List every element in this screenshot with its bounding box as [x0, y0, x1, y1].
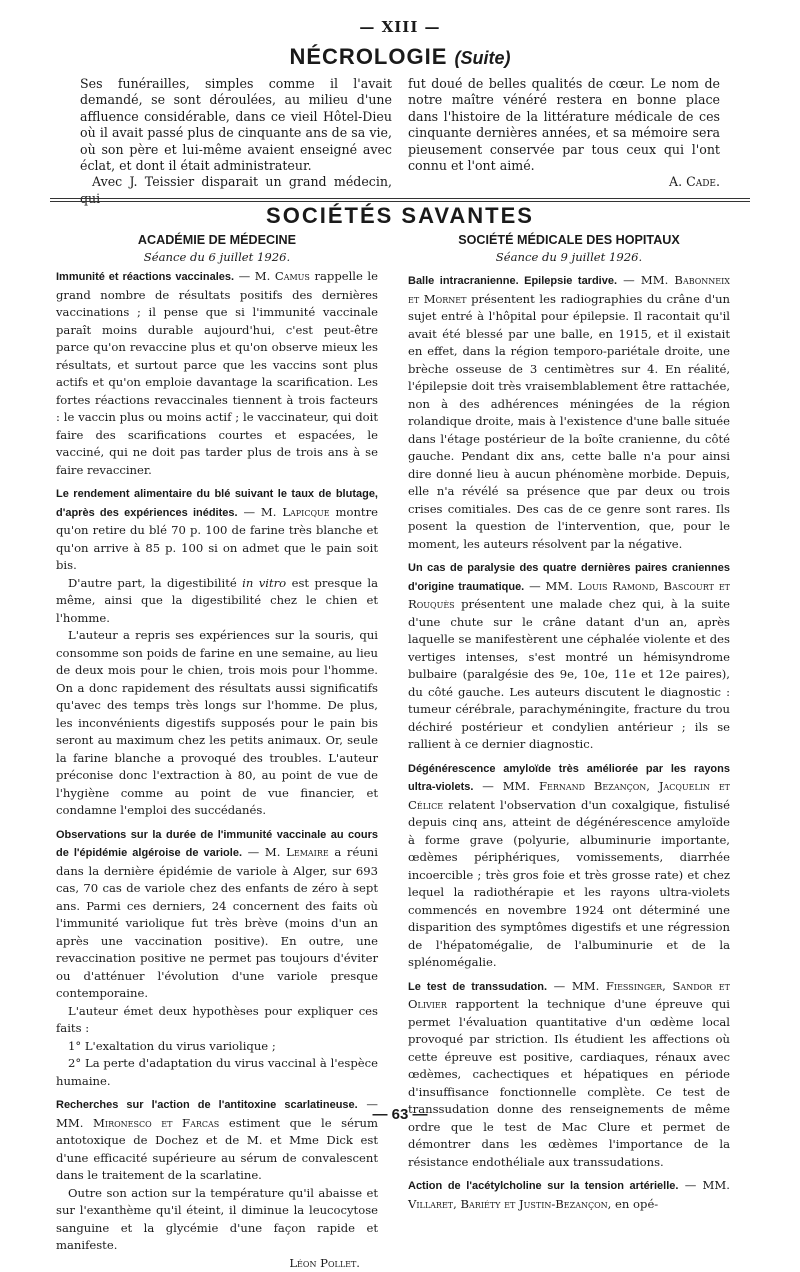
article-paragraph: L'auteur émet deux hypothèses pour expliquer ces faits : [56, 1003, 378, 1038]
article-amyloide: Dégénérescence amyloïde très améliorée par les rayons ultra-violets. — MM. Fernand Bezançon, Jacquelin et Célice relatent l'observation d'un coxalgique, fistulisé depuis cinq ans, atteint de dégénérescence amyloïde à forme grave (polyurie, albuminurie importante, œdèmes périphériques, vomissements, diarrhée incoercible ; très gros foie et très grosse rate) et chez lequel la radiothérapie et les rayons ultra-violets commencés en novembre 1924 ont déterminé une disparition des symptômes digestifs et une régression de l'hépatomégalie, de l'albuminurie et de la splénomégalie. [408, 760, 730, 972]
societe-medicale-column [408, 232, 730, 1213]
necrologie-title [50, 44, 750, 70]
societe-seance-date: Séance du 9 juillet 1926. [408, 249, 730, 266]
article-text: présentent une malade chez qui, à la suite d'une chute sur le crâne datant d'un an, après laquelle se manifestèrent une céphalée violente et des vertiges intenses, s'est montré un hémisyndrome bulbaire (paralgésie des 9e, 10e, 11e et 12e paires), du côté gauche. Les auteurs discutent le diagnostic : tumeur cérébrale, parachyméningite, fracture du trou déchiré postérieur et condylien antérieur ; ils se rallient à ce dernier diagnostic. [408, 597, 730, 751]
academie-seance-date: Séance du 6 juillet 1926. [56, 249, 378, 266]
article-paragraph: L'auteur a repris ses expériences sur la souris, qui consomme son poids de farine en une semaine, au lieu de deux mois pour le chien, trois mois pour l'homme. On a donc rapidement des résultats aussi significatifs qu'avec des temps très longs sur l'homme. De plus, les inconvénients digestifs supposés pour le pain bis seront au maximum chez les petits animaux. Or, seule la farine blanche a provoqué des troubles. L'auteur préconise donc l'extraction à 80, au point de vue de l'hygiène comme au point de vue financier, et condamne l'emploi des succédanés. [56, 627, 378, 820]
article-text: relatent l'observation d'un coxalgique, fistulisé depuis cinq ans, atteint de dégénérescence amyloïde à forme grave (polyurie, albuminurie importante, œdèmes périphériques, vomissements, diarrhée incoercible ; très gros foie et très grosse rate) et chez lequel la radiothérapie et les rayons ultra-violets commencés en novembre 1924 ont déterminé une disparition des symptômes digestifs et une régression de l'hépatomégalie, de l'albuminurie et de la splénomégalie. [408, 798, 730, 970]
article-author: Mironesco et Farcas [93, 1116, 219, 1130]
article-text: D'autre part, la digestibilité [68, 576, 237, 590]
article-title: Observations sur la durée de l'immunité vaccinale au cours de l'épidémie algéroise de variole. [56, 829, 378, 860]
article-immunite: Immunité et réactions vaccinales. — M. Camus rappelle le grand nombre de résultats positifs des dernières vaccinations ; il pense que si l'immunité vaccinale paraît moins durable aujourd'hui, c'est peut-être parce qu'on revaccine plus et qu'on observe mieux les résultats, et surtout parce que les vaccins sont plus actifs et qu'on emploie davantage la scarification. Les fortes réactions revaccinales tiennent à trois facteurs : le vaccin plus ou moins actif ; le vaccinateur, qui doit faire des scarifications courtes et espacées, le vacciné, qui ne doit pas tarder plus de trois ans à se faire revacciner. [56, 268, 378, 479]
article-text: en opé- [615, 1197, 658, 1211]
article-text: a réuni dans la dernière épidémie de variole à Alger, sur 693 cas, 70 cas de variole chez des enfants de zéro à sept ans. Parmi ces derniers, 24 concernent des faits où l'immunité variolique fut très brève (moins d'un an après une vaccination positive). En outre, une revaccination positive ne permet pas toujours d'éviter ou d'atténuer l'évolution d'une variole presque contemporaine. [56, 845, 378, 1000]
roman-page-number: — XIII — [50, 18, 750, 36]
article-text: estiment que le sérum antotoxique de Dochez et de M. et Mme Dick est d'une efficacité supérieure au sérum de convalescent dans le traitement de la scarlatine. [56, 1116, 378, 1183]
article-title: Immunité et réactions vaccinales. [56, 271, 234, 283]
necrologie-signature: A. Cade. [408, 174, 720, 190]
article-text: est presque la même, ainsi que la digestibilité chez le chien et l'homme. [56, 576, 378, 625]
section-divider [50, 201, 750, 202]
article-title: Dégénérescence amyloïde très améliorée par les rayons ultra-violets. [408, 763, 730, 794]
article-acetylcholine: Action de l'acétylcholine sur la tension artérielle. — MM. Villaret, Bariéty et Justin-Bezançon, en opé- [408, 1177, 730, 1213]
article-text: montre qu'on retire du blé 70 p. 100 de farine très blanche et qu'on arrive à 85 p. 100 si on admet que le pain soit bis. [56, 505, 378, 573]
article-paralysie: Un cas de paralysie des quatre dernières paires craniennes d'origine traumatique. — MM. Louis Ramond, Bascourt et Rouquès présentent une malade chez qui, à la suite d'une chute sur le crâne datant d'un an, après laquelle se manifestèrent une céphalée violente et des vertiges intenses, s'est montré un hémisyndrome bulbaire (paralgésie des 9e, 10e, 11e et 12e paires), du côté gauche. Les auteurs discutent le diagnostic : tumeur cérébrale, parachyméningite, fracture du trou déchiré postérieur et condylien antérieur ; ils se rallient à ce dernier diagnostic. [408, 559, 730, 754]
article-paragraph: 2° La perte d'adaptation du virus vaccinal à l'espèce humaine. [56, 1055, 378, 1090]
article-text: rappelle le grand nombre de résultats positifs des dernières vaccinations ; il pense que si l'immunité vaccinale paraît moins durable aujourd'hui, c'est peut-être parce qu'on revaccine plus et qu'on observe mieux les résultats, et surtout parce que les vaccins sont plus actifs et qu'on emploie davantage la scarification. Les fortes réactions revaccinales tiennent à trois facteurs : le vaccin plus ou moins actif ; le vaccinateur, qui doit faire des scarifications courtes et espacées, le vacciné, qui ne doit pas tarder plus de trois ans à se faire revacciner. [56, 269, 378, 477]
article-text: rapportent la technique d'une épreuve qui permet l'évaluation quantitative d'un œdème local provoqué par striction. Ils étudient les affections où cette épreuve est positive, cardiaques, rénaux avec œdèmes, cachectiques et hépatiques en période d'insuffisance fonctionnelle complète. Ce test de transsudation donne des renseignements de même ordre que le test de Mac Clure et permet de démontrer dans les œdèmes l'importance de la résistance endothéliale aux transsudations. [408, 997, 730, 1169]
article-author: Villaret, Bariéty et Justin-Bezançon, [408, 1197, 611, 1211]
article-title: Le rendement alimentaire du blé suivant le taux de blutage, d'après des expériences inédites. [56, 488, 378, 519]
academie-heading: ACADÉMIE DE MÉDECINE [56, 232, 378, 249]
article-antitoxine: Recherches sur l'action de l'antitoxine scarlatineuse. — MM. Mironesco et Farcas estiment que le sérum antotoxique de Dochez et de M. et Mme Dick est d'une efficacité supérieure au sérum de convalescent dans le traitement de la scarlatine. [56, 1096, 378, 1185]
societe-medicale-heading: SOCIÉTÉ MÉDICALE DES HOPITAUX [408, 232, 730, 249]
journal-page [50, 0, 750, 1146]
necrologie-paragraph: Avec J. Teissier disparait un grand médecin, qui [80, 174, 392, 207]
article-paragraph: 1° L'exaltation du virus variolique ; [56, 1038, 378, 1056]
necrologie-paragraph: Ses funérailles, simples comme il l'avait demandé, se sont déroulées, au milieu d'une affluence considérable, dans ce vieil Hôtel-Dieu où il avait passé plus de cinquante ans de sa vie, où son père et lui-même avaient enseigné avec éclat, et dont il était administrateur. [80, 76, 392, 174]
academie-signature: Léon Pollet. [56, 1255, 378, 1272]
article-title: Le test de transsudation. [408, 981, 547, 993]
article-paragraph: Outre son action sur la température qu'il abaisse et sur l'exanthème qu'il éteint, il diminue la leucocytose sanguine et la glycémie d'une façon rapide et manifeste. [56, 1185, 378, 1255]
article-title: Balle intracranienne. Epilepsie tardive. [408, 275, 617, 287]
societes-savantes-title: SOCIÉTÉS SAVANTES [50, 203, 750, 229]
necrologie-title-text: NÉCROLOGIE [289, 44, 447, 69]
section-divider [50, 198, 750, 199]
article-variole: Observations sur la durée de l'immunité vaccinale au cours de l'épidémie algéroise de variole. — M. Lemaire a réuni dans la dernière épidémie de variole à Alger, sur 693 cas, 70 cas de variole chez des enfants de zéro à sept ans. Parmi ces derniers, 24 concernent des faits où l'immunité variolique fut très brève (moins d'un an après une vaccination positive). En outre, une revaccination positive ne permet pas toujours d'éviter ou d'atténuer l'évolution d'une variole presque contemporaine. [56, 826, 378, 1003]
article-author: Lapicque [282, 505, 329, 519]
article-author: Lemaire [286, 845, 329, 859]
article-author: Camus [275, 269, 310, 283]
article-author: Louis Ramond, Bascourt et Rouquès [408, 579, 730, 612]
article-author: Fernand Bezançon, Jacquelin et Célice [408, 779, 730, 812]
article-paragraph [56, 575, 378, 628]
article-text-italic: in vitro [242, 576, 286, 590]
article-text: présentent les radiographies du crâne d'un sujet entré à l'hôpital pour épilepsie. Il racontait qu'il avait été blessé par une balle, en 1915, et il existait en effet, dans la région temporo-pariétale droite, une brèche osseuse de 3 centimètres sur 4. En réalité, l'épilepsie doit très vraisemblablement être rattachée, non à des adhérences méningées de la région rolandique droite, mais à l'existence d'une balle située dans l'étage postérieur de la boîte cranienne, du côté gauche. Pendant dix ans, cette balle n'a pour ainsi dire donné lieu à aucun phénomène morbide. Depuis, elle n'a révélé sa présence que par deux ou trois crises comitiales. Des cas de ce genre sont rares. Ils posent la question de l'intervention, que, pour le moment, les auteurs résolvent par la négative. [408, 292, 730, 551]
article-title: Un cas de paralysie des quatre dernières paires craniennes d'origine traumatique. [408, 562, 730, 593]
article-rendement-ble: Le rendement alimentaire du blé suivant le taux de blutage, d'après des expériences inédites. — M. Lapicque montre qu'on retire du blé 70 p. 100 de farine très blanche et qu'on arrive à 85 p. 100 si on admet que le pain soit bis. [56, 485, 378, 575]
article-title: Recherches sur l'action de l'antitoxine scarlatineuse. [56, 1099, 358, 1111]
article-balle-intracranienne: Balle intracranienne. Epilepsie tardive. — MM. Babonneix et Mornet présentent les radiographies du crâne d'un sujet entré à l'hôpital pour épilepsie. Il racontait qu'il avait été blessé par une balle, en 1915, et il existait en effet, dans la région temporo-pariétale droite, une brèche osseuse de 3 centimètres sur 4. En réalité, l'épilepsie doit très vraisemblablement être rattachée, non à des adhérences méningées de la région rolandique droite, mais à l'existence d'une balle située dans l'étage postérieur de la boîte cranienne, du côté gauche. Pendant dix ans, cette balle n'a pour ainsi dire donné lieu à aucun phénomène morbide. Depuis, elle n'a révélé sa présence que par deux ou trois crises comitiales. Des cas de ce genre sont rares. Ils posent la question de l'intervention, que, pour le moment, les auteurs résolvent par la négative. [408, 272, 730, 553]
article-author: Fiessinger, Sandor et Olivier [408, 979, 730, 1012]
page-number: — 63 — [50, 1106, 750, 1123]
necrologie-section [80, 76, 720, 194]
article-transsudation: Le test de transsudation. — MM. Fiessinger, Sandor et Olivier rapportent la technique d'une épreuve qui permet l'évaluation quantitative d'un œdème local provoqué par striction. Ils étudient les affections où cette épreuve est positive, cardiaques, rénaux avec œdèmes, cachectiques et hépatiques en période d'insuffisance fonctionnelle complète. Ce test de transsudation donne des renseignements de même ordre que le test de Mac Clure et permet de démontrer dans les œdèmes l'importance de la résistance endothéliale aux transsudations. [408, 978, 730, 1172]
article-title: Action de l'acétylcholine sur la tension artérielle. [408, 1180, 678, 1192]
necrologie-suite: (Suite) [455, 48, 511, 68]
necrologie-right-column [408, 76, 720, 191]
necrologie-paragraph: fut doué de belles qualités de cœur. Le nom de notre maître vénéré restera en bonne place dans l'histoire de la littérature médicale de ces cinquante dernières années, et sa mémoire sera pieusement conservée par tous ceux qui l'ont connu et l'ont aimé. [408, 76, 720, 174]
necrologie-left-column [80, 76, 392, 207]
article-author: Babonneix et Mornet [408, 273, 730, 306]
